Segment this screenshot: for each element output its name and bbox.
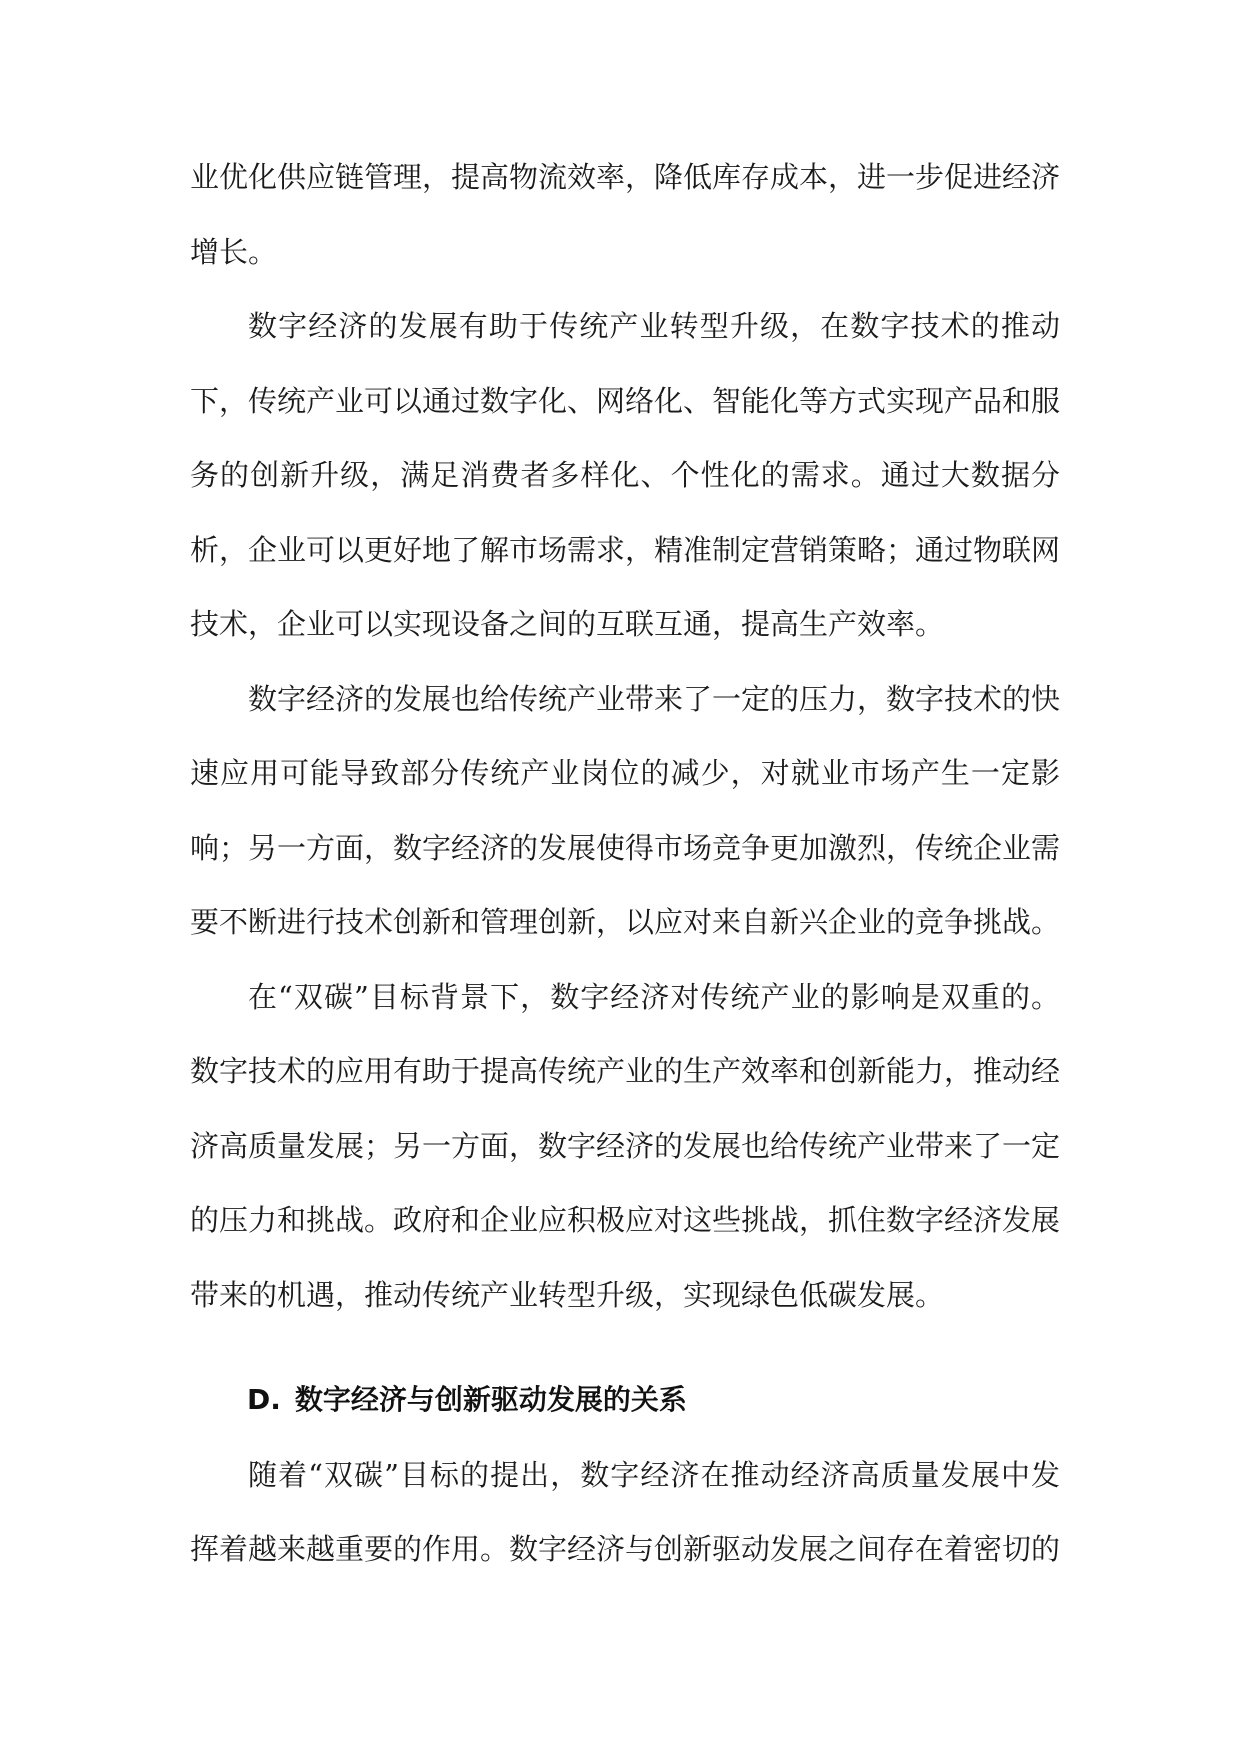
section-title: 数字经济与创新驱动发展的关系 bbox=[294, 1383, 687, 1416]
paragraph-industrial-upgrade: 数字经济的发展有助于传统产业转型升级，在数字技术的推动下，传统产业可以通过数字化、网络化、智能化等方式实现产品和服务的创新升级，满足消费者多样化、个性化的需求。通过大数据分析，企业可以更好地了解市场需求，精准制定营销策略；通过物联网技术，企业可以实现设备之间的互联互通，提高生产效率。 bbox=[190, 309, 1061, 641]
paragraph-dual-carbon: 在“双碳”目标背景下，数字经济对传统产业的影响是双重的。数字技术的应用有助于提高传统产业的生产效率和创新能力，推动经济高质量发展；另一方面，数字经济的发展也给传统产业带来了一定的压力和挑战。政府和企业应积极应对这些挑战，抓住数字经济发展带来的机遇，推动传统产业转型升级，实现绿色低碳发展。 bbox=[190, 979, 1061, 1312]
paragraph-continued: 业优化供应链管理，提高物流效率，降低库存成本，进一步促进经济增长。 bbox=[190, 160, 1061, 269]
section-heading bbox=[190, 1363, 1060, 1438]
paragraph-pressure: 数字经济的发展也给传统产业带来了一定的压力，数字技术的快速应用可能导致部分传统产业岗位的减少，对就业市场产生一定影响；另一方面，数字经济的发展使得市场竞争更加激烈，传统企业需要不断进行技术创新和管理创新，以应对来自新兴企业的竞争挑战。 bbox=[190, 681, 1061, 939]
document-body bbox=[190, 140, 1060, 1587]
section-label: D. bbox=[247, 1383, 281, 1416]
paragraph-innovation: 随着“双碳”目标的提出，数字经济在推动经济高质量发展中发挥着越来越重要的作用。数字经济与创新驱动发展之间存在着密切的 bbox=[190, 1457, 1061, 1566]
